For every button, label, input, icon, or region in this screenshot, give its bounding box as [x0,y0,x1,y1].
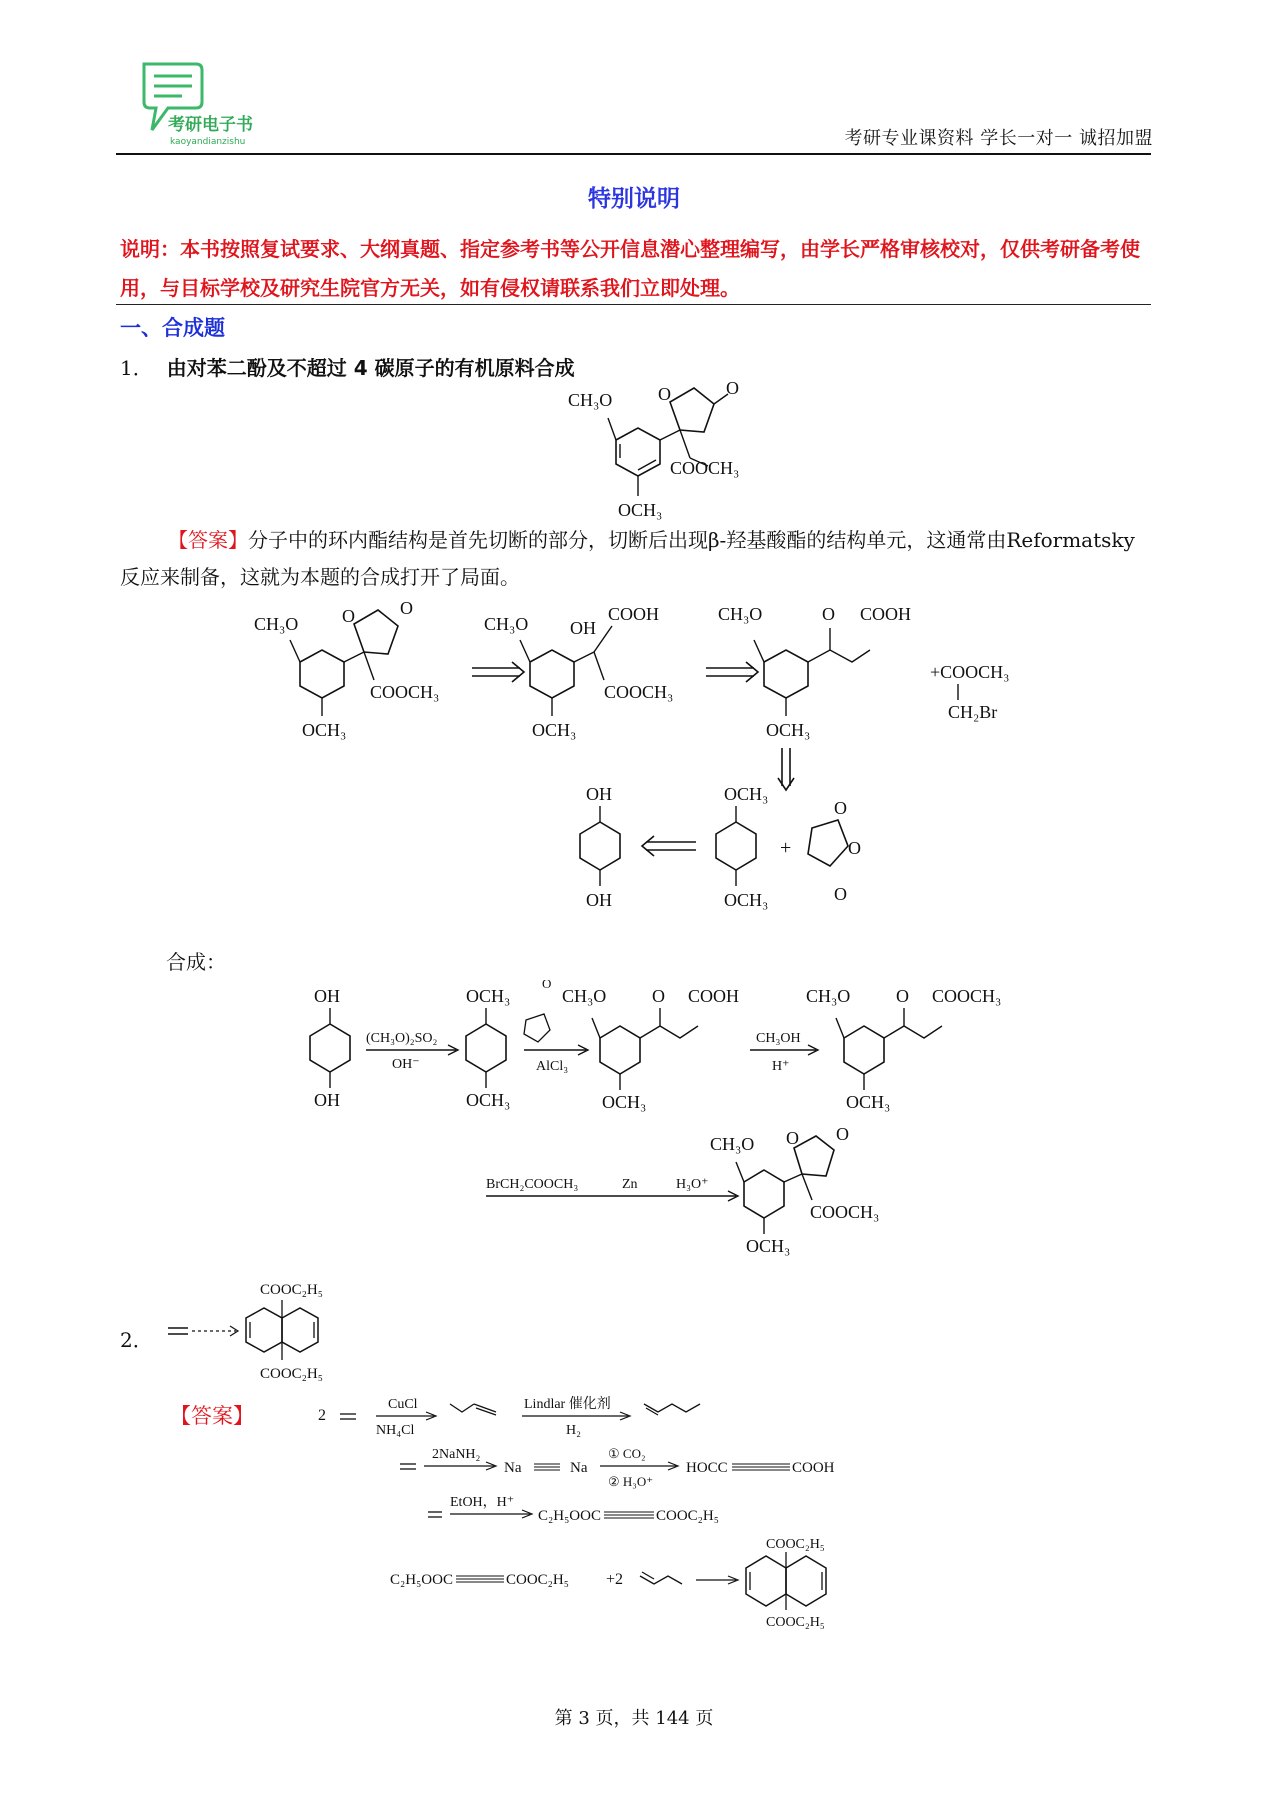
retro-arrow-down [778,748,794,790]
fwd-arrow-3 [750,1031,818,1074]
oh-label: OH [314,986,340,1006]
retro-molecule-b [484,604,673,740]
q2-ester-left-label: C₂H₅OOC [538,1508,601,1524]
ch3o-label: CH₃O [806,986,851,1006]
retro-label-plus-cooch3: +COOCH₃ [930,662,1010,682]
fwd-keto-ester [806,986,1001,1112]
cooc2h5-label: COOC₂H₅ [766,1537,825,1552]
o-label: O [342,606,355,626]
cooc2h5-label: COOC₂H₅ [766,1615,825,1630]
o-label: O [542,980,552,991]
reagent-dms-label: (CH₃O)₂SO₂ [366,1031,438,1046]
o-label: O [834,884,847,904]
cooh-label: COOH [608,604,660,624]
o-label: O [848,838,861,858]
retro-hydroquinone [580,784,620,910]
fwd-hydroquinone [310,986,350,1110]
ch3o-label: CH₃O [254,614,299,634]
och3-label: OCH₃ [302,720,347,740]
page-number: 第 3 页，共 144 页 [554,1708,714,1729]
oh-label: OH [314,1090,340,1110]
q2-nanh2-label: 2NaNH₂ [432,1447,481,1462]
question-1-title: 由对苯二酚及不超过 4 碳原子的有机原料合成 [166,356,575,380]
retro-succinic-anhydride [808,798,861,904]
o-label: O [822,604,835,624]
och3-label: OCH₃ [724,784,769,804]
question-2-answer-tag: 【答案】 [170,1404,254,1428]
q2-plus2-label: +2 [606,1571,624,1588]
cooch3-label: COOCH₃ [370,682,440,702]
reagent-alcl3-label: AlCl₃ [536,1059,569,1074]
retro-arrow-1 [472,662,524,682]
cooc2h5-label: COOC₂H₅ [260,1366,323,1382]
q2-ester-left-label: C₂H₅OOC [390,1572,453,1588]
o-label: O [652,986,665,1006]
och3-label: OCH₃ [846,1092,891,1112]
q2-h3o-label: ② H₃O⁺ [608,1474,654,1489]
q2-nh4cl-label: NH₄Cl [376,1423,415,1438]
logo [138,60,278,150]
fwd-dimethoxybenzene [466,986,510,1110]
oh-label: OH [586,890,612,910]
o-label: O [400,600,413,618]
q1-label-carbonyl-o: O [726,378,739,398]
o-label: O [834,798,847,818]
notice-title: 特别说明 [588,186,680,212]
reagent-zn-label: Zn [622,1177,638,1192]
reagent-brch2-label: BrCH₂COOCH₃ [486,1177,579,1192]
q2-na-right-label: Na [570,1460,588,1476]
och3-label: OCH₃ [532,720,577,740]
cooh-label: COOH [688,986,740,1006]
ch3o-label: CH₃O [718,604,763,624]
retro-arrow-2 [706,662,758,682]
q2-na-left-label: Na [504,1460,522,1476]
ch3o-label: CH₃O [484,614,529,634]
cooh-label: COOH [860,604,912,624]
logo-en-label: kaoyandianzishu [170,137,246,147]
q1-retrosynthesis-scheme [240,600,1060,940]
question-1-answer [120,522,1155,596]
och3-label: OCH₃ [466,1090,511,1110]
och3-label: OCH₃ [466,986,511,1006]
q2-answer-scheme [310,1382,930,1632]
answer-tag: 【答案】 [168,528,248,552]
q2-lindlar-label: Lindlar 催化剂 [524,1397,611,1412]
o-label: O [786,1128,799,1148]
q2-co2-label: ① CO₂ [608,1446,646,1461]
retro-molecule-a [254,600,439,740]
och3-label: OCH₃ [766,720,811,740]
ch3o-label: CH₃O [562,986,607,1006]
oh-label: OH [586,784,612,804]
reagent-oh-label: OH⁻ [392,1057,420,1072]
oh-label: OH [570,618,596,638]
q1-label-och3: OCH₃ [618,500,663,520]
cooc2h5-label: COOC₂H₅ [260,1282,323,1298]
ch3o-label: CH₃O [710,1134,755,1154]
retro-label-plus: + [780,837,792,859]
header-slogan: 考研专业课资料 学长一对一 诚招加盟 [844,128,1153,149]
och3-label: OCH₃ [746,1236,791,1256]
fwd-target-product [710,1124,879,1256]
q1-label-ring-o: O [658,384,671,404]
q2-hoocc-label: HOCC [686,1460,728,1476]
notice-divider [116,304,1151,305]
question-2-number: 2． [120,1328,153,1352]
logo-cn-label: 考研电子书 [168,115,253,135]
section-heading: 一、合成题 [120,316,225,340]
och3-label: OCH₃ [602,1092,647,1112]
cooch3-label: COOCH₃ [810,1202,880,1222]
retro-label-ch2br: CH₂Br [948,702,998,722]
question-1-number: 1． [120,356,153,380]
q2-ester-right-label: COOC₂H₅ [506,1572,569,1588]
q2-two-label: 2 [318,1407,326,1424]
synthesis-label: 合成： [166,950,226,974]
q2-question-scheme [160,1272,390,1388]
q2-h2-label: H₂ [566,1423,581,1438]
reagent-ch3oh-label: CH₃OH [756,1031,801,1046]
q2-cooh-label: COOH [792,1460,835,1476]
cooch3-label: COOCH₃ [932,986,1002,1006]
notice-text: 说明：本书按照复试要求、大纲真题、指定参考书等公开信息潜心整理编写，由学长严格审核校对，仅供考研备考使用，与目标学校及研究生院官方无关，如有侵权请联系我们立即处理。 [120,237,1140,300]
fwd-arrow-4 [486,1177,738,1201]
q2-cucl-label: CuCl [388,1397,418,1412]
q2-etoh-label: EtOH，H⁺ [450,1495,515,1510]
answer-text: 分子中的环内酯结构是首先切断的部分，切断后出现β-羟基酸酯的结构单元，这通常由Reformatsky 反应来制备，这就为本题的合成打开了局面。 [120,528,1135,589]
header-divider [116,153,1151,155]
q2-ester-right-label: COOC₂H₅ [656,1508,719,1524]
q1-label-ch3o: CH₃O [568,390,613,410]
reagent-h3o-label: H₃O⁺ [676,1177,709,1192]
fwd-arrow-1 [366,1031,458,1072]
cooch3-label: COOCH₃ [604,682,674,702]
logo-graphic [138,60,278,150]
question-1 [120,352,575,381]
o-label: O [836,1124,849,1144]
reagent-h-label: H⁺ [772,1059,790,1074]
och3-label: OCH₃ [724,890,769,910]
q1-label-cooch3: COOCH₃ [670,458,740,478]
retro-dimethoxybenzene [716,784,768,910]
q1-forward-synthesis-scheme [290,980,1090,1270]
fwd-keto-acid [562,986,739,1112]
retro-arrow-left [642,836,696,856]
q1-target-structure [560,378,780,528]
retro-molecule-c [718,604,911,740]
o-label: O [896,986,909,1006]
